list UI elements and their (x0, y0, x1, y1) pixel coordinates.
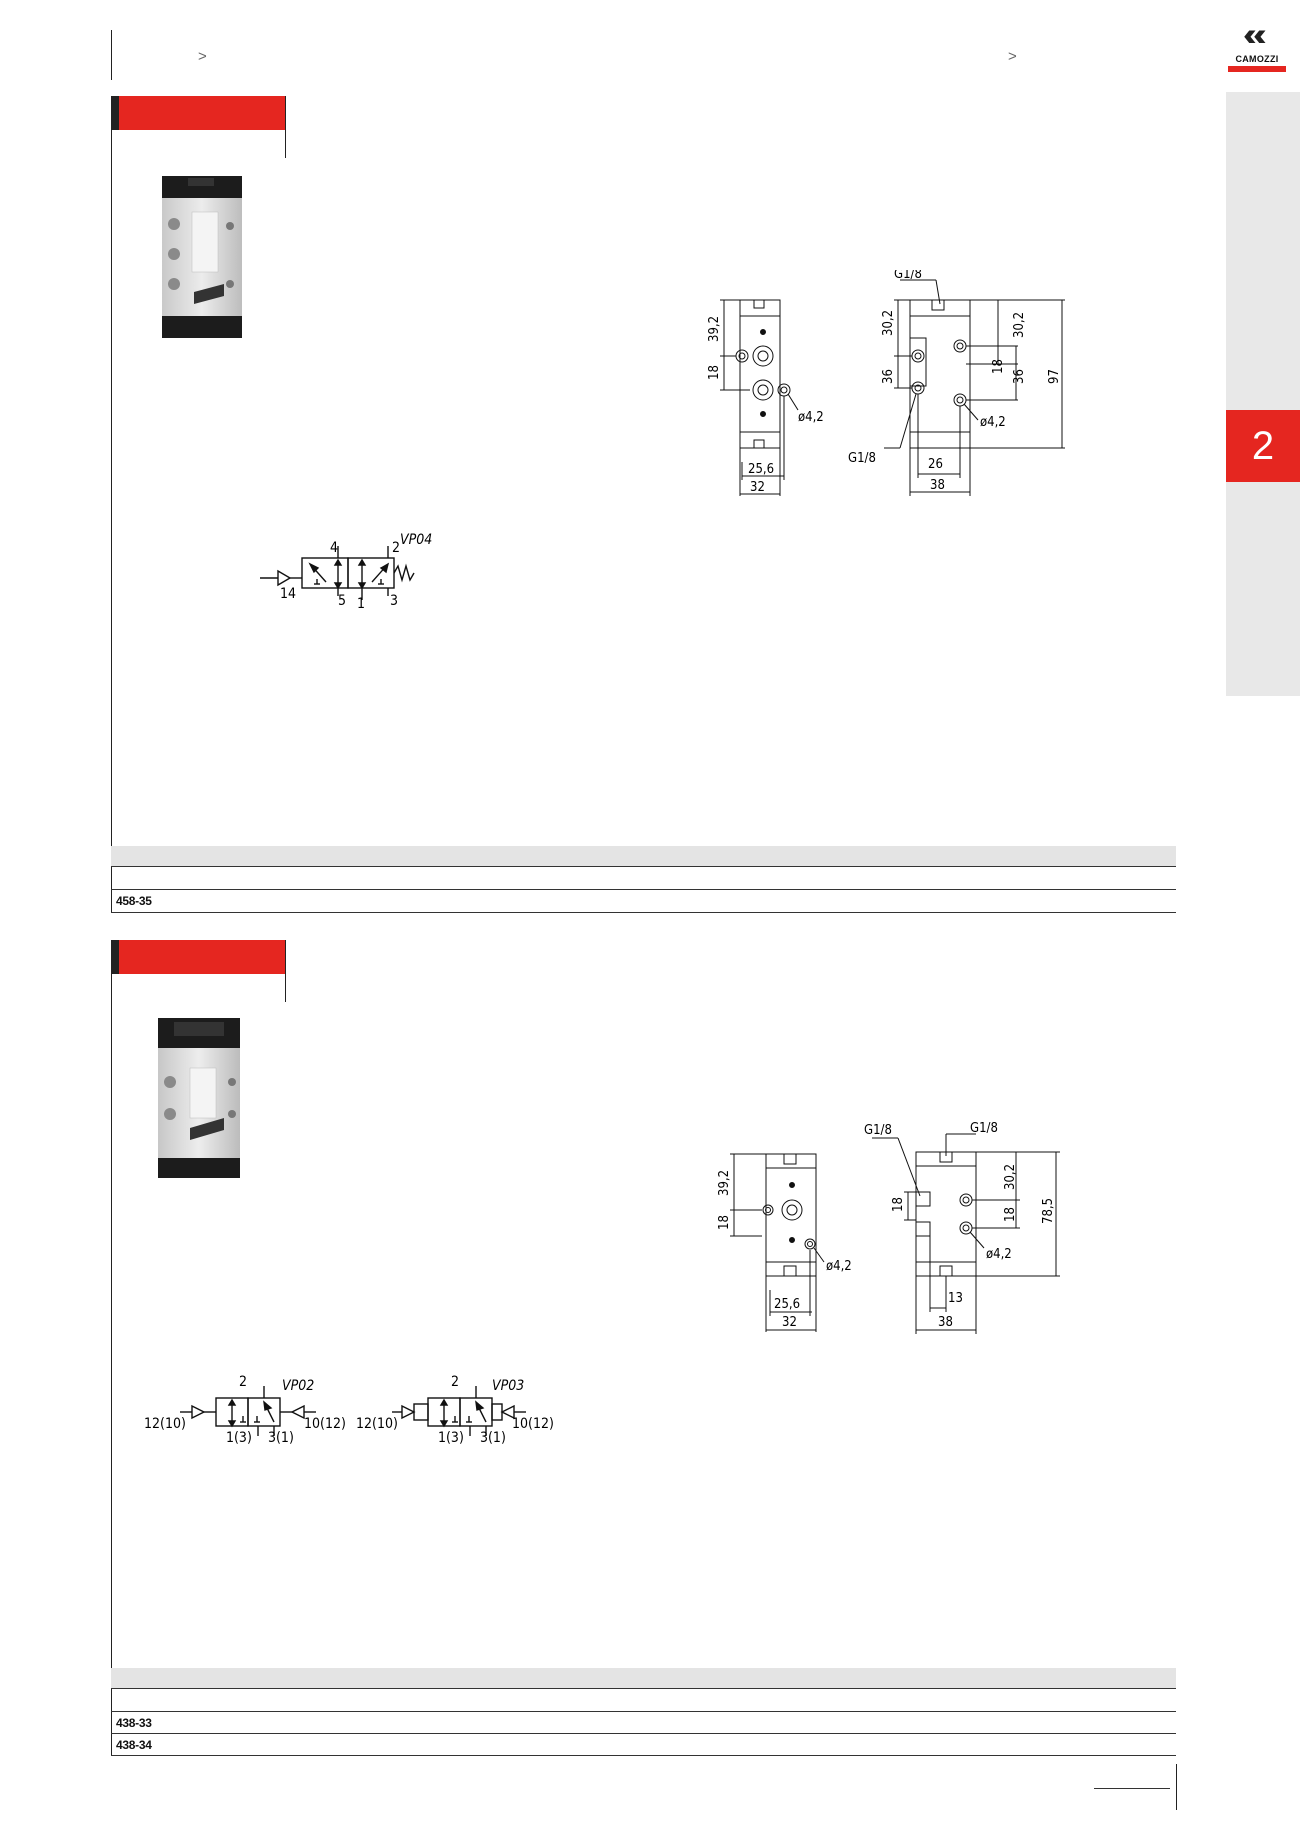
svg-text:25,6: 25,6 (774, 1297, 801, 1312)
breadcrumb-arrow-left[interactable]: > (198, 48, 207, 65)
svg-text:30,2: 30,2 (1012, 311, 1027, 338)
logo-red-bar (1228, 66, 1286, 72)
svg-text:3(1): 3(1) (268, 1430, 294, 1446)
svg-text:12(10): 12(10) (356, 1416, 398, 1432)
section2-table-header (111, 1668, 1176, 1688)
section1-header-tick (285, 96, 286, 158)
table-row-code[interactable]: 438-33 (116, 1716, 152, 1730)
pneumatic-symbol-vp03 (352, 1370, 562, 1450)
svg-text:12(10): 12(10) (144, 1416, 186, 1432)
svg-text:39,2: 39,2 (707, 315, 722, 342)
svg-text:30,2: 30,2 (881, 309, 896, 336)
svg-text:18: 18 (891, 1197, 906, 1212)
svg-text:78,5: 78,5 (1041, 1197, 1056, 1224)
logo-wordmark: CAMOZZI (1235, 54, 1279, 64)
svg-text:2: 2 (451, 1374, 460, 1390)
side-tab-background (1226, 92, 1300, 696)
chapter-tab[interactable]: 2 (1226, 410, 1300, 482)
svg-text:18: 18 (991, 359, 1006, 374)
svg-text:2: 2 (392, 540, 401, 556)
svg-text:18: 18 (1003, 1207, 1018, 1222)
symbol-label-vp02: VP02 (282, 1378, 315, 1394)
symbol-label-vp03: VP03 (492, 1378, 525, 1394)
svg-text:3(1): 3(1) (480, 1430, 506, 1446)
section1-left-rule (111, 96, 112, 912)
product-photo-valve-1 (158, 176, 246, 340)
svg-text:18: 18 (717, 1215, 732, 1230)
svg-text:30,2: 30,2 (1003, 1163, 1018, 1190)
svg-text:3: 3 (390, 593, 399, 609)
svg-text:32: 32 (750, 480, 765, 495)
dimension-drawing-side-1 (840, 270, 1080, 506)
section1-table-header (111, 846, 1176, 866)
svg-text:36: 36 (881, 369, 896, 384)
svg-text:10(12): 10(12) (512, 1416, 554, 1432)
section2-table-rule (111, 1755, 1176, 1756)
header-divider (111, 30, 112, 80)
svg-text:G1/8: G1/8 (894, 270, 922, 282)
svg-text:1(3): 1(3) (226, 1430, 252, 1446)
section1-header-bar (111, 96, 286, 130)
breadcrumb-arrow-right[interactable]: > (1008, 48, 1017, 65)
table-row-code[interactable]: 458-35 (116, 894, 152, 908)
svg-text:2: 2 (239, 1374, 248, 1390)
page-number-rule (1094, 1788, 1170, 1789)
section1-table-rule (111, 889, 1176, 890)
svg-text:4: 4 (330, 540, 339, 556)
svg-text:38: 38 (930, 478, 945, 493)
pneumatic-symbol-vp02 (140, 1370, 350, 1450)
section1-table-rule (111, 866, 1176, 867)
svg-text:ø4,2: ø4,2 (798, 410, 824, 425)
svg-text:38: 38 (938, 1315, 953, 1330)
section2-table-rule (111, 1688, 1176, 1689)
product-photo-valve-2 (154, 1018, 244, 1178)
svg-text:25,6: 25,6 (748, 462, 775, 477)
svg-text:14: 14 (280, 586, 297, 602)
footer-divider (1176, 1764, 1177, 1810)
section1-table-rule (111, 912, 1176, 913)
symbol-label-vp04: VP04 (400, 532, 433, 548)
svg-text:39,2: 39,2 (717, 1169, 732, 1196)
svg-text:G1/8: G1/8 (848, 451, 876, 466)
section2-table-rule (111, 1711, 1176, 1712)
svg-text:18: 18 (707, 365, 722, 380)
section2-table-rule (111, 1733, 1176, 1734)
svg-text:5: 5 (338, 593, 347, 609)
pneumatic-symbol-vp04 (258, 530, 448, 610)
svg-text:1: 1 (357, 596, 366, 610)
svg-text:26: 26 (928, 457, 943, 472)
svg-text:10(12): 10(12) (304, 1416, 346, 1432)
section2-header-bar (111, 940, 286, 974)
dimension-drawing-side-2 (850, 1116, 1080, 1342)
dimension-drawing-front-1 (690, 286, 850, 506)
section2-left-rule (111, 940, 112, 1755)
svg-text:ø4,2: ø4,2 (986, 1247, 1012, 1262)
svg-text:G1/8: G1/8 (864, 1123, 892, 1138)
svg-text:1(3): 1(3) (438, 1430, 464, 1446)
svg-text:ø4,2: ø4,2 (826, 1259, 852, 1274)
svg-text:13: 13 (948, 1291, 963, 1306)
svg-text:G1/8: G1/8 (970, 1121, 998, 1136)
svg-text:ø4,2: ø4,2 (980, 415, 1006, 430)
section2-header-tick (285, 940, 286, 1002)
svg-text:36: 36 (1012, 369, 1027, 384)
svg-text:32: 32 (782, 1315, 797, 1330)
table-row-code[interactable]: 438-34 (116, 1738, 152, 1752)
svg-text:97: 97 (1047, 369, 1062, 384)
